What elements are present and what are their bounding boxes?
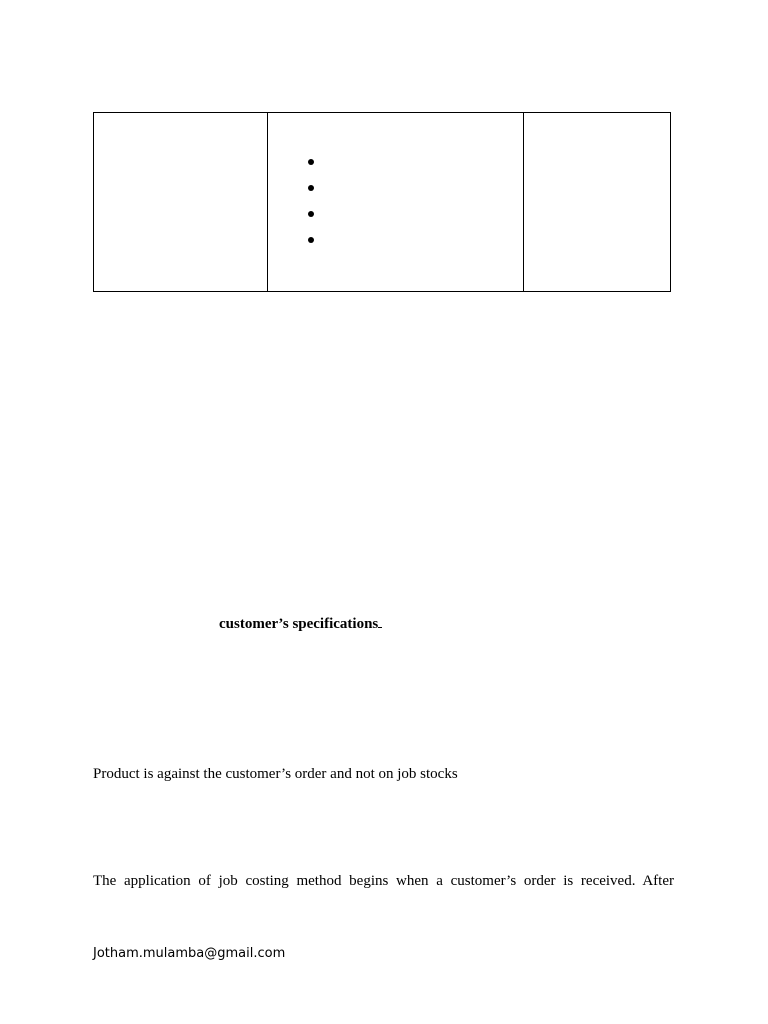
- table-cell-left: [94, 113, 268, 292]
- table-row: [94, 113, 671, 292]
- bullet-icon: [308, 159, 314, 165]
- list-item: [308, 227, 563, 253]
- list-item: [308, 175, 563, 201]
- bullet-icon: [308, 185, 314, 191]
- list-item: [308, 201, 563, 227]
- paragraph-job-costing: The application of job costing method begins when a customer’s order is received. After: [93, 873, 674, 889]
- list-item: [308, 149, 563, 175]
- table-cell-middle: [268, 113, 524, 292]
- underline-mark: [378, 615, 382, 628]
- section-heading-text: customer’s specifications: [219, 616, 379, 632]
- section-heading: [219, 615, 382, 633]
- bullet-icon: [308, 211, 314, 217]
- content-table: [93, 112, 671, 292]
- bullet-list: [308, 149, 563, 253]
- bullet-icon: [308, 237, 314, 243]
- paragraph-product-order: Product is against the customer’s order and not on job stocks: [93, 766, 458, 782]
- footer-email: Jotham.mulamba@gmail.com: [93, 946, 286, 961]
